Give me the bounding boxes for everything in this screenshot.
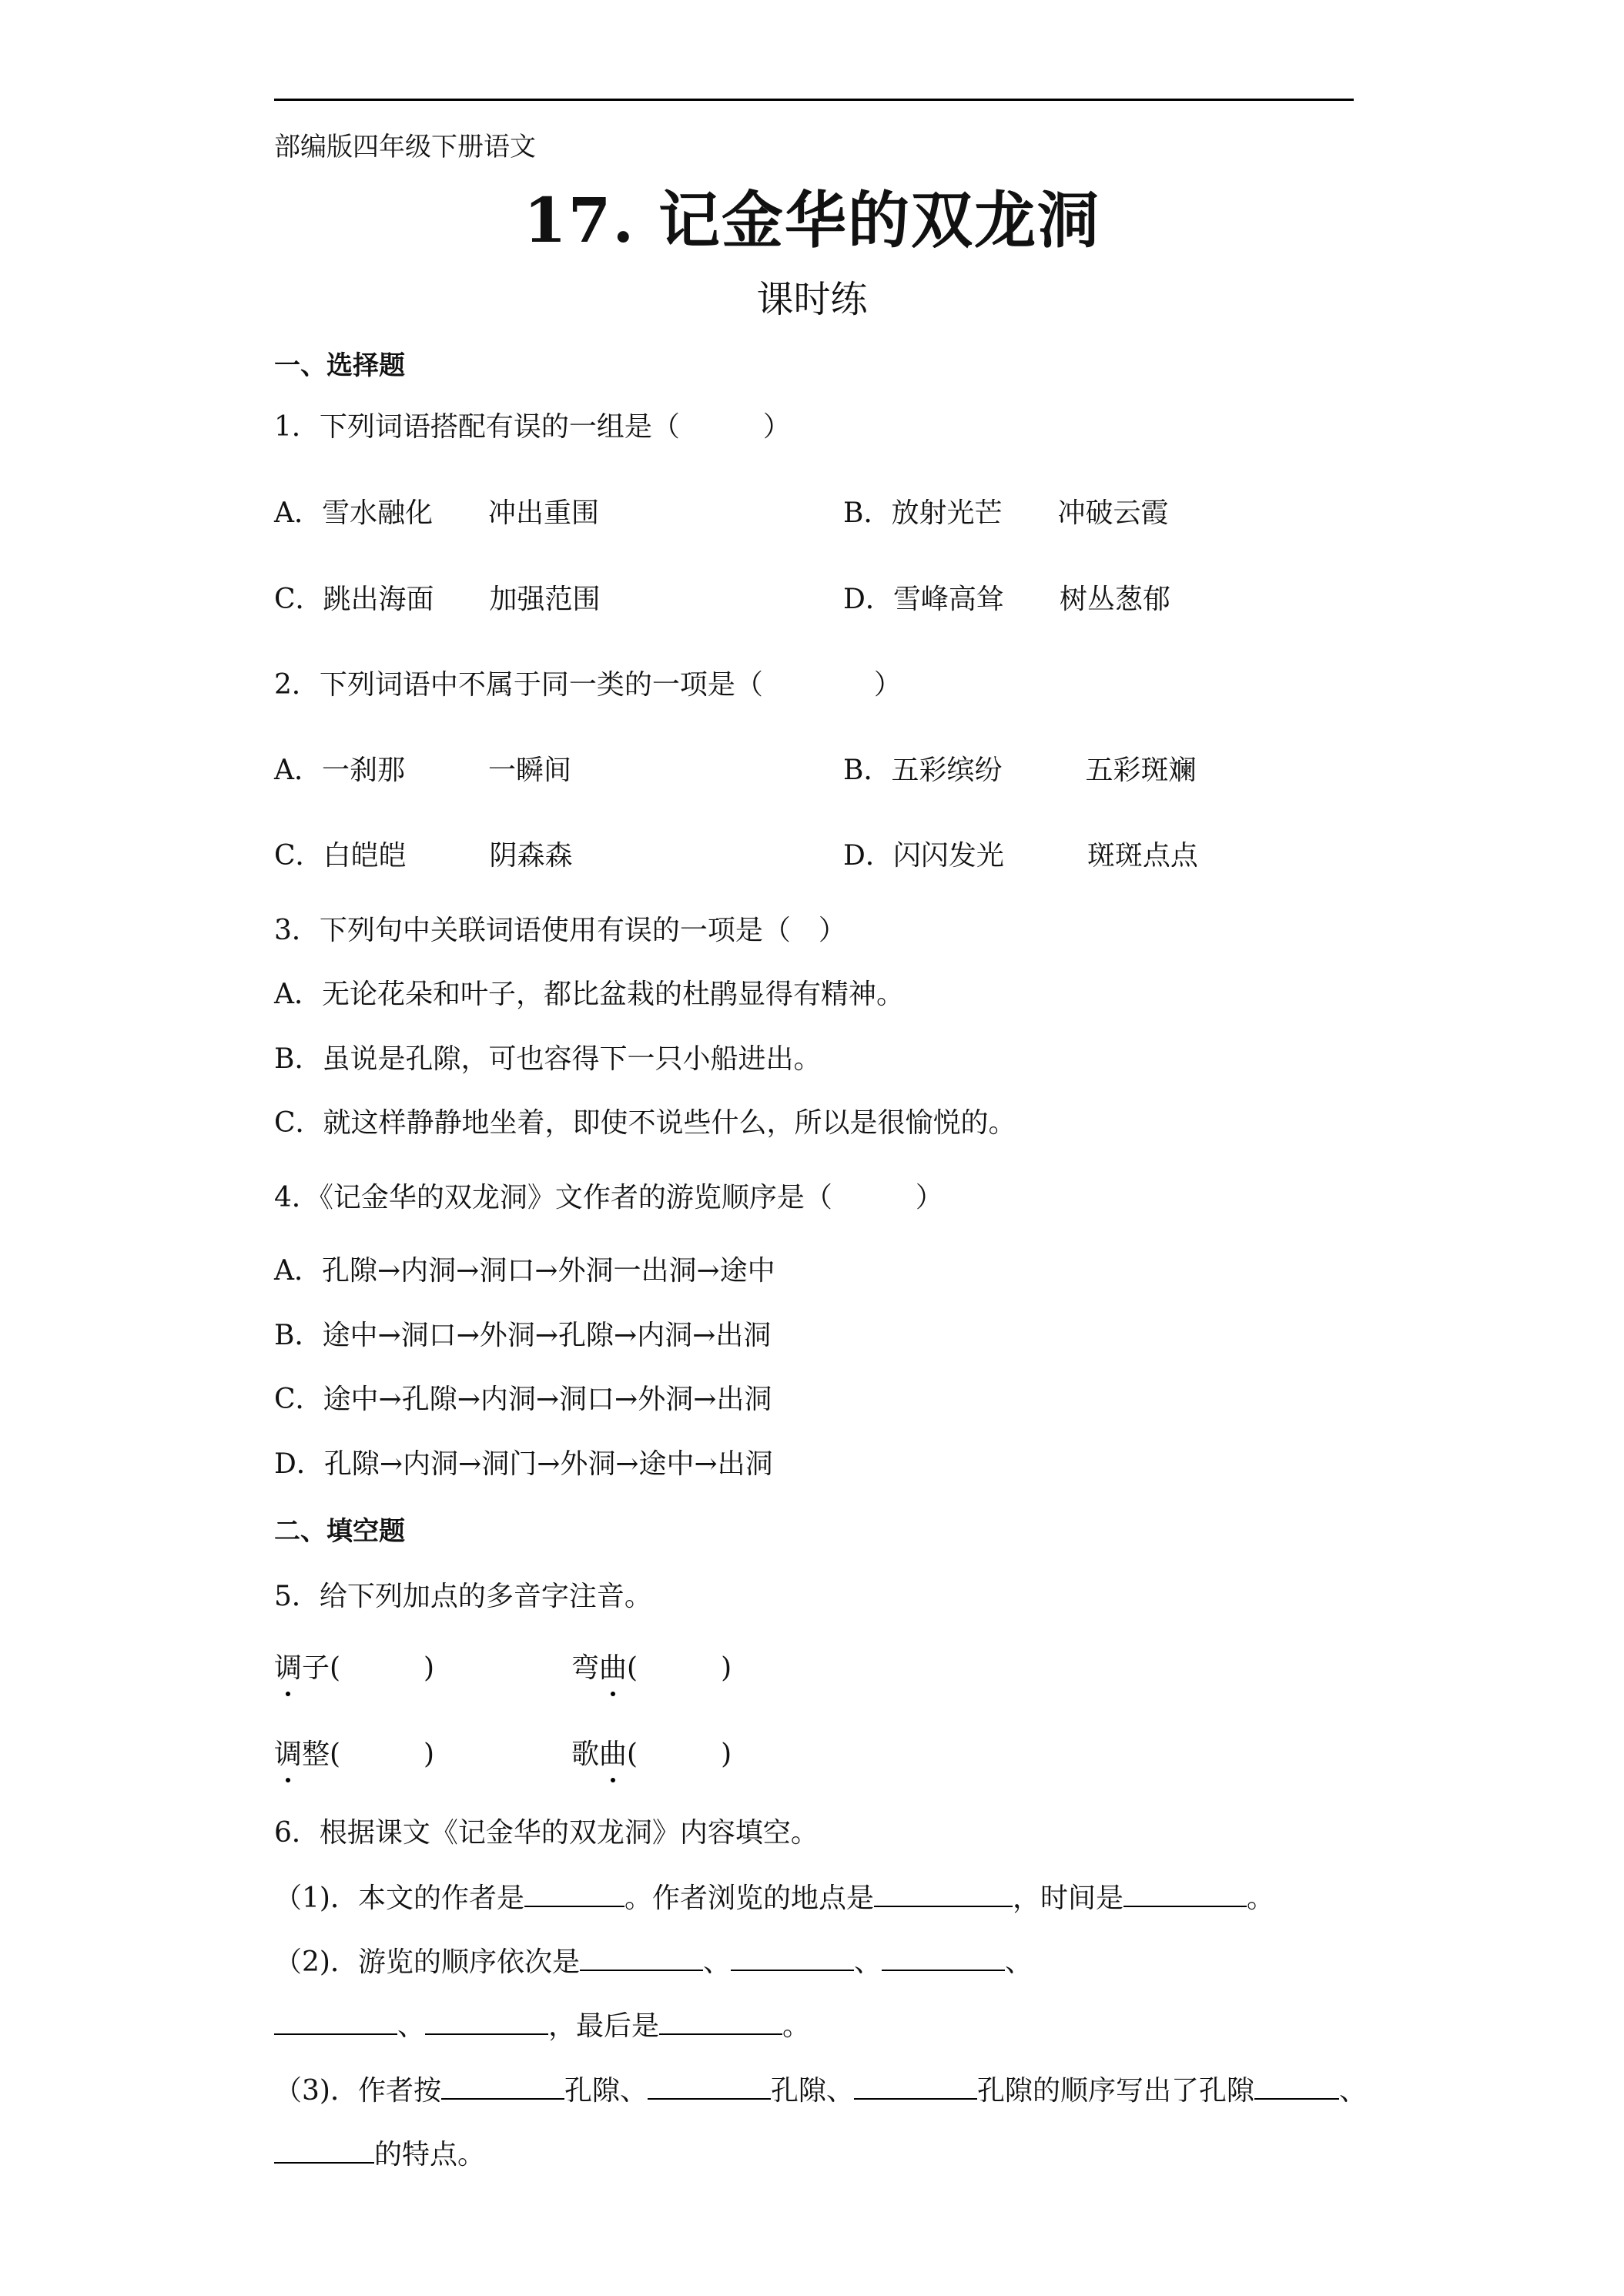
separator: 、 bbox=[397, 2010, 426, 2042]
question-3-option-b: B．虽说是孔隙，可也容得下一只小船进出。 bbox=[274, 1043, 822, 1075]
question-3-stem: 3．下列句中关联词语使用有误的一项是（ ） bbox=[274, 915, 846, 946]
question-3-option-a: A．无论花朵和叶子，都比盆栽的杜鹃显得有精神。 bbox=[274, 979, 904, 1010]
separator: 、 bbox=[1004, 1946, 1033, 1978]
page-subtitle: 课时练 bbox=[756, 278, 868, 321]
question-1-option-b: B．放射光芒 冲破云霞 bbox=[843, 497, 1169, 529]
section-heading-choice: 一、选择题 bbox=[274, 350, 405, 381]
text: ，最后是 bbox=[548, 2010, 660, 2042]
question-4-option-c: C．途中→孔隙→内洞→洞口→外洞→出洞 bbox=[274, 1384, 772, 1415]
answer-blank[interactable] bbox=[648, 2075, 771, 2100]
text: 。 bbox=[782, 2010, 811, 2042]
answer-blank[interactable] bbox=[274, 2139, 374, 2164]
question-2-option-a: A．一刹那 一瞬间 bbox=[274, 755, 571, 786]
answer-blank[interactable] bbox=[274, 2010, 397, 2035]
text: 的特点。 bbox=[374, 2139, 486, 2170]
answer-blank[interactable] bbox=[854, 2075, 977, 2100]
answer-blank[interactable] bbox=[580, 1946, 703, 1971]
answer-blank[interactable] bbox=[425, 2010, 548, 2035]
question-5-item-3 bbox=[274, 1732, 434, 1772]
question-6-part-2-line-2 bbox=[274, 2004, 810, 2043]
separator: 、 bbox=[702, 1946, 731, 1978]
question-5-item-4 bbox=[571, 1732, 732, 1772]
header-rule bbox=[274, 99, 1354, 101]
question-5-item-1 bbox=[274, 1646, 434, 1685]
answer-blank[interactable] bbox=[524, 1883, 624, 1907]
question-4-option-b: B．途中→洞口→外洞→孔隙→内洞→出洞 bbox=[274, 1320, 772, 1351]
question-2-option-b: B．五彩缤纷 五彩斑斓 bbox=[843, 755, 1197, 786]
question-4-option-d: D．孔隙→内洞→洞门→外洞→途中→出洞 bbox=[274, 1448, 773, 1480]
item-pre: 歌 bbox=[571, 1739, 600, 1770]
text: 。作者浏览的地点是 bbox=[624, 1883, 874, 1914]
question-6-part-1 bbox=[274, 1876, 1274, 1916]
question-6-part-3-line-2 bbox=[274, 2133, 485, 2172]
question-2-option-d: D．闪闪发光 斑斑点点 bbox=[843, 840, 1198, 872]
section-heading-fill: 二、填空题 bbox=[274, 1516, 405, 1547]
dotted-char: 曲 bbox=[599, 1646, 627, 1685]
answer-blank[interactable] bbox=[874, 1883, 1013, 1907]
text: （2)．游览的顺序依次是 bbox=[274, 1946, 580, 1978]
text: 孔隙、 bbox=[564, 2075, 648, 2107]
question-4-option-a: A．孔隙→内洞→洞口→外洞一出洞→途中 bbox=[274, 1255, 775, 1287]
page-title: 17. 记金华的双龙洞 bbox=[523, 184, 1101, 256]
text: （3)．作者按 bbox=[274, 2075, 441, 2107]
answer-blank[interactable] bbox=[731, 1946, 854, 1971]
text: 孔隙的顺序写出了孔隙 bbox=[976, 2075, 1254, 2107]
question-1-option-d: D．雪峰高耸 树丛葱郁 bbox=[843, 584, 1170, 615]
question-5-stem: 5．给下列加点的多音字注音。 bbox=[274, 1581, 652, 1612]
text: （1)．本文的作者是 bbox=[274, 1883, 524, 1914]
answer-blank[interactable] bbox=[441, 2075, 564, 2100]
question-3-option-c: C．就这样静静地坐着，即使不说些什么，所以是很愉悦的。 bbox=[274, 1107, 1016, 1139]
question-4-stem: 4．《记金华的双龙洞》文作者的游览顺序是（ ） bbox=[274, 1182, 943, 1213]
question-6-stem: 6．根据课文《记金华的双龙洞》内容填空。 bbox=[274, 1817, 819, 1849]
text: ，时间是 bbox=[1012, 1883, 1123, 1914]
answer-blank[interactable] bbox=[1254, 2075, 1339, 2100]
item-rest: 子( ) bbox=[302, 1652, 435, 1684]
item-pre: 弯 bbox=[571, 1652, 600, 1684]
answer-blank[interactable] bbox=[1123, 1883, 1247, 1907]
dotted-char: 曲 bbox=[599, 1732, 627, 1772]
item-rest: ( ) bbox=[627, 1739, 732, 1770]
question-1-option-c: C．跳出海面 加强范围 bbox=[274, 584, 601, 615]
dotted-char: 调 bbox=[274, 1646, 302, 1685]
text: 孔隙、 bbox=[770, 2075, 854, 2107]
question-1-stem: 1．下列词语搭配有误的一组是（ ） bbox=[274, 411, 791, 443]
dotted-char: 调 bbox=[274, 1732, 302, 1772]
question-6-part-3-line-1 bbox=[274, 2069, 1367, 2108]
separator: 、 bbox=[853, 1946, 882, 1978]
answer-blank[interactable] bbox=[882, 1946, 1005, 1971]
question-1-option-a: A．雪水融化 冲出重围 bbox=[274, 497, 599, 529]
question-2-stem: 2．下列词语中不属于同一类的一项是（ ） bbox=[274, 669, 902, 701]
question-2-option-c: C．白皑皑 阴森森 bbox=[274, 840, 573, 872]
question-6-part-2-line-1 bbox=[274, 1940, 1033, 1980]
item-rest: ( ) bbox=[627, 1652, 732, 1684]
item-rest: 整( ) bbox=[302, 1739, 435, 1770]
text: 。 bbox=[1246, 1883, 1274, 1914]
separator: 、 bbox=[1339, 2075, 1368, 2107]
question-5-item-2 bbox=[571, 1646, 732, 1685]
header-note: 部编版四年级下册语文 bbox=[274, 132, 536, 162]
answer-blank[interactable] bbox=[659, 2010, 782, 2035]
